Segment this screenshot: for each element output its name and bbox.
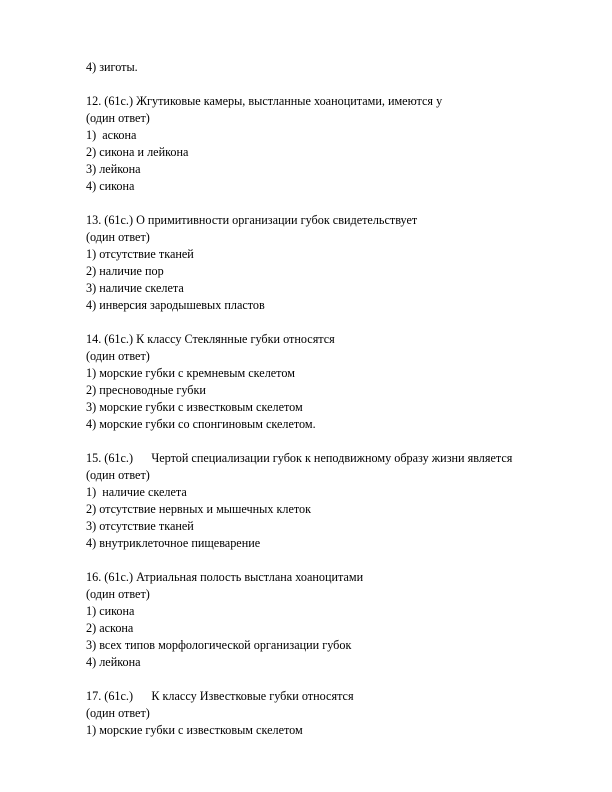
question-title: 13. (61с.) О примитивности организации губок свидетельствует bbox=[86, 213, 418, 227]
answer-option: 1) аскона bbox=[86, 128, 137, 142]
question-block bbox=[86, 331, 586, 433]
question-list bbox=[86, 93, 586, 739]
answer-option: 1) морские губки с известковым скелетом bbox=[86, 723, 303, 737]
answer-option: 3) всех типов морфологической организации губок bbox=[86, 638, 352, 652]
answer-instruction: (один ответ) bbox=[86, 349, 150, 363]
question-block bbox=[86, 450, 586, 552]
answer-option: 2) наличие пор bbox=[86, 264, 164, 278]
answer-option: 1) наличие скелета bbox=[86, 485, 187, 499]
question-block bbox=[86, 688, 586, 739]
answer-option: 4) внутриклеточное пищеварение bbox=[86, 536, 261, 550]
answer-instruction: (один ответ) bbox=[86, 706, 150, 720]
answer-instruction: (один ответ) bbox=[86, 111, 150, 125]
answer-option: 2) аскона bbox=[86, 621, 134, 635]
answer-option: 3) отсутствие тканей bbox=[86, 519, 194, 533]
answer-option: 1) морские губки с кремневым скелетом bbox=[86, 366, 295, 380]
document-body bbox=[86, 59, 586, 739]
answer-option: 3) лейкона bbox=[86, 162, 141, 176]
answer-option: 2) отсутствие нервных и мышечных клеток bbox=[86, 502, 312, 516]
question-title: 14. (61с.) К классу Стеклянные губки относятся bbox=[86, 332, 335, 346]
answer-instruction: (один ответ) bbox=[86, 587, 150, 601]
answer-instruction: (один ответ) bbox=[86, 468, 150, 482]
question-block bbox=[86, 212, 586, 314]
answer-option: 4) зиготы. bbox=[86, 60, 138, 74]
question-title: 16. (61с.) Атриальная полость выстлана хоаноцитами bbox=[86, 570, 364, 584]
answer-option: 4) инверсия зародышевых пластов bbox=[86, 298, 265, 312]
question-title: 12. (61с.) Жгутиковые камеры, выстланные хоаноцитами, имеются у bbox=[86, 94, 443, 108]
answer-instruction: (один ответ) bbox=[86, 230, 150, 244]
answer-option: 1) отсутствие тканей bbox=[86, 247, 194, 261]
question-title: 15. (61с.) Чертой специализации губок к неподвижному образу жизни является bbox=[86, 451, 513, 465]
question-block bbox=[86, 93, 586, 195]
answer-option: 1) сикона bbox=[86, 604, 135, 618]
answer-option: 4) морские губки со спонгиновым скелетом. bbox=[86, 417, 316, 431]
previous-question-tail bbox=[86, 59, 586, 76]
answer-option: 4) сикона bbox=[86, 179, 135, 193]
answer-option: 2) пресноводные губки bbox=[86, 383, 206, 397]
answer-option: 2) сикона и лейкона bbox=[86, 145, 189, 159]
answer-option: 4) лейкона bbox=[86, 655, 141, 669]
question-title: 17. (61с.) К классу Известковые губки относятся bbox=[86, 689, 354, 703]
answer-option: 3) наличие скелета bbox=[86, 281, 184, 295]
question-block bbox=[86, 569, 586, 671]
answer-option: 3) морские губки с известковым скелетом bbox=[86, 400, 303, 414]
